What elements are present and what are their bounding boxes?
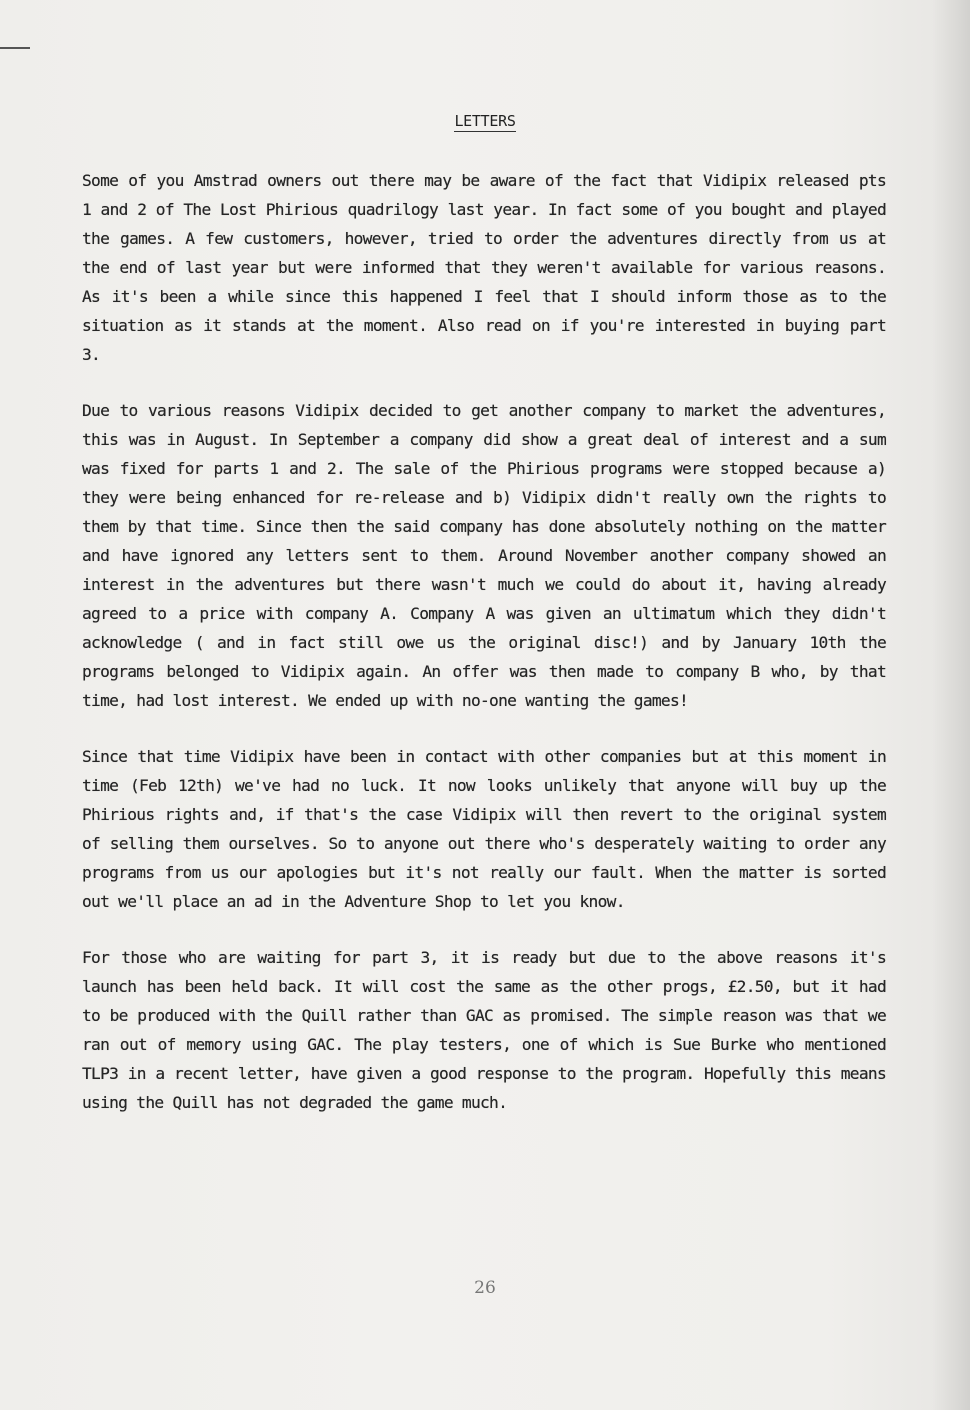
- paragraph: Since that time Vidipix have been in contact with other companies but at this moment in time (Feb 12th) we've had no luck. It now looks unlikely that anyone will buy up the Phirious rights and, if that's the case Vidipix will then revert to the original system of selling them ourselves. So to anyone out there who's desperately waiting to order any programs from us our apologies but it's not really our fault. When the matter is sorted out we'll place an ad in the Adventure Shop to let you know.: [82, 747, 886, 911]
- paragraph: For those who are waiting for part 3, it is ready but due to the above reasons it's launch has been held back. It will cost the same as the other progs, £2.50, but it had to be produced with the Quill rather than GAC as promised. The simple reason was that we ran out of memory using GAC. The play testers, one of which is Sue Burke who mentioned TLP3 in a recent letter, have given a good response to the program. Hopefully this means using the Quill has not degraded the game much.: [82, 948, 886, 1112]
- paragraph: Some of you Amstrad owners out there may be aware of the fact that Vidipix released pts 1 and 2 of The Lost Phirious quadrilogy last year. In fact some of you bought and played the games. A few customers, however, tried to order the adventures directly from us at the end of last year but were informed that they weren't available for various reasons. As it's been a while since this happened I feel that I should inform those as to the situation as it stands at the moment. Also read on if you're interested in buying part 3.: [82, 171, 886, 364]
- paragraph: Due to various reasons Vidipix decided to get another company to market the adventures, this was in August. In September a company did show a great deal of interest and a sum was fixed for parts 1 and 2. The sale of the Phirious programs were stopped because a) they were being enhanced for re-release and b) Vidipix didn't really own the rights to them by that time. Since then the said company has done absolutely nothing on the matter and have ignored any letters sent to them. Around November another company showed an interest in the adventures but there wasn't much we could do about it, having already agreed to a price with company A. Company A was given an ultimatum which they didn't acknowledge ( and in fact still owe us the original disc!) and by January 10th the programs belonged to Vidipix again. An offer was then made to company B who, by that time, had lost interest. We ended up with no-one wanting the games!: [82, 401, 886, 710]
- page-number: 26: [474, 1278, 496, 1298]
- page-title-text: LETTERS: [454, 112, 516, 130]
- margin-mark: [0, 47, 30, 49]
- page-title: [0, 112, 970, 130]
- letter-body: [82, 166, 886, 1144]
- page-edge-shadow: [932, 0, 970, 1410]
